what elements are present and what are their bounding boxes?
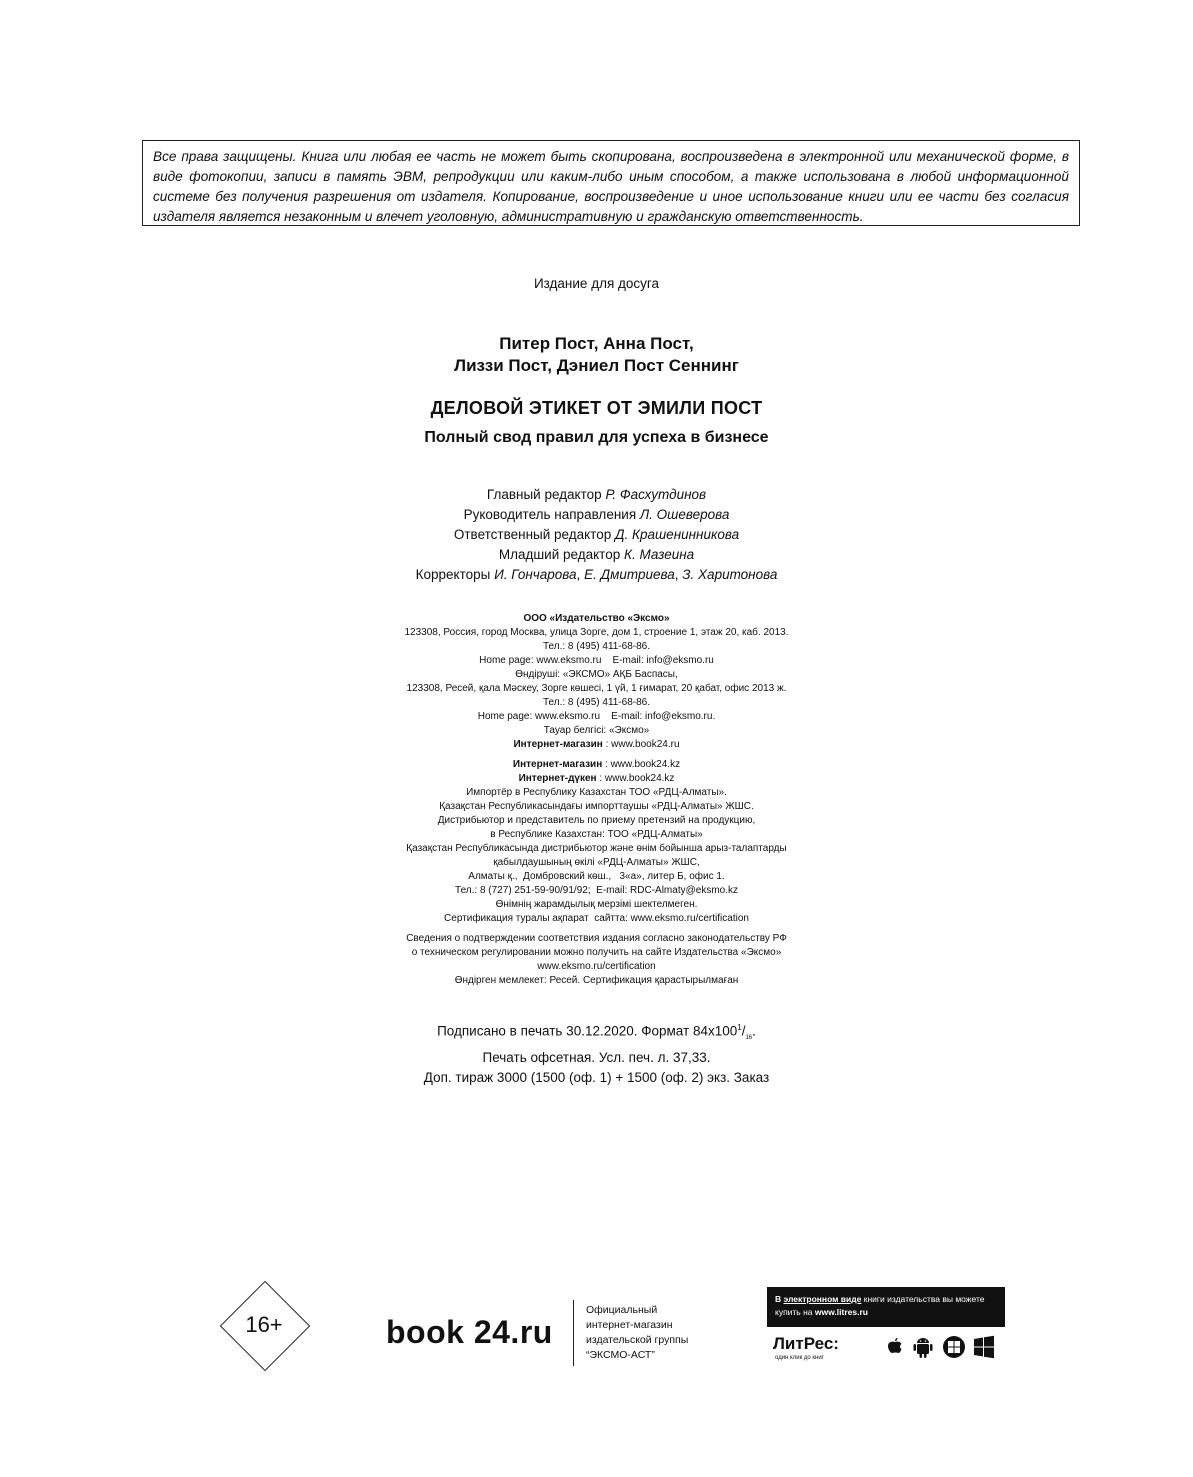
- publisher-name: ООО «Издательство «Эксмо»: [523, 613, 670, 624]
- litres-logo: ЛитРес:: [773, 1334, 839, 1353]
- authors-line-1: Питер Пост, Анна Пост,: [499, 334, 694, 353]
- address-almaty: Алматы қ., Домбровский көш., 3«а», литер Б, офис 1.: [468, 871, 725, 882]
- print-signed-text: Подписано в печать 30.12.2020. Формат 84x100: [437, 1023, 738, 1039]
- distributor-kz-1: Қазақстан Республикасында дистрибьютор және өнім бойынша арыз-талаптарды: [406, 843, 787, 854]
- conformity-4: Өндірген мемлекет: Ресей. Сертификация қарастырылмаған: [454, 975, 739, 986]
- credit-name: Д. Крашенинникова: [615, 527, 740, 542]
- credit-name: И. Гончарова: [494, 567, 577, 582]
- litres-text: В: [775, 1294, 784, 1304]
- publisher-producer-kz: Өндіруші: «ЭКСМО» АҚБ Баспасы,: [515, 669, 678, 680]
- book24-divider: [573, 1300, 574, 1366]
- book24-info-line: “ЭКСМО-АСТ”: [586, 1349, 655, 1361]
- litres-text: электронном виде: [783, 1294, 862, 1304]
- windows-phone-icon: [943, 1336, 965, 1358]
- format-slash: /: [741, 1023, 746, 1039]
- litres-tagline: один клик до книг: [775, 1355, 824, 1361]
- conformity-2: о техническом регулировании можно получить на сайте Издательства «Эксмо»: [411, 947, 782, 958]
- importer-kz: Қазақстан Республикасындағы импорттаушы «РДЦ-Алматы» ЖШС.: [439, 801, 754, 812]
- publisher-web-kz: Home page: www.eksmo.ru E-mail: info@eksmo.ru.: [477, 711, 716, 722]
- publisher-web-ru: Home page: www.eksmo.ru E-mail: info@eksmo.ru: [479, 655, 714, 666]
- shop-label: Интернет-магазин: [513, 739, 603, 750]
- android-icon: [914, 1338, 933, 1358]
- credit-name: Е. Дмитриева: [584, 567, 675, 582]
- shop-url: : www.book24.ru: [602, 739, 680, 750]
- book24-logo: book 24.ru: [386, 1314, 553, 1350]
- shop-url: : www.book24.kz: [602, 759, 681, 770]
- credit-director: [0, 505, 1193, 525]
- credit-name: К. Мазеина: [624, 547, 695, 562]
- publisher-address-ru: 123308, Россия, город Москва, улица Зорге, дом 1, строение 1, этаж 20, каб. 2013.: [404, 627, 789, 638]
- litres-bar-line-1: [775, 1293, 1005, 1306]
- book24-info: [586, 1303, 736, 1363]
- credit-responsible-editor: [0, 525, 1193, 545]
- shop-kz-2: [0, 772, 1193, 786]
- comma: ,: [674, 567, 679, 582]
- windows-icon: [974, 1336, 994, 1358]
- edition-type: Издание для досуга: [533, 276, 660, 291]
- credit-role: Корректоры: [415, 567, 491, 582]
- format-denominator: 16: [745, 1035, 753, 1042]
- credit-role: Главный редактор: [486, 487, 602, 502]
- book24-info-line: интернет-магазин: [586, 1319, 673, 1331]
- book24-info-line: Официальный: [586, 1304, 658, 1316]
- litres-text: книги издательства вы можете: [861, 1294, 985, 1304]
- credit-proofreaders: [0, 565, 1193, 585]
- format-numerator: 1: [737, 1023, 742, 1032]
- litres-bar-line-2: [775, 1306, 1005, 1319]
- age-rating-badge: [220, 1281, 308, 1369]
- credit-name: Л. Ошеверова: [639, 507, 730, 522]
- distributor-kz-2: қабылдаушының өкілі «РДЦ-Алматы» ЖШС,: [493, 857, 700, 868]
- credit-chief-editor: [0, 485, 1193, 505]
- format-suffix: .: [752, 1023, 756, 1039]
- litres-text: купить на: [775, 1307, 815, 1317]
- authors: [0, 333, 1193, 377]
- authors-line-2: Лиззи Пост, Дэниел Пост Сеннинг: [454, 356, 739, 375]
- credit-role: Ответственный редактор: [453, 527, 612, 542]
- publisher-info: [0, 612, 1193, 988]
- credit-junior-editor: [0, 545, 1193, 565]
- importer-ru: Импортёр в Республику Казахстан ТОО «РДЦ-Алматы».: [466, 787, 727, 798]
- shop-kz: [0, 758, 1193, 772]
- publisher-phone-ru: Тел.: 8 (495) 411-68-86.: [542, 641, 651, 652]
- credit-name: Р. Фасхутдинов: [605, 487, 707, 502]
- platform-icons: [882, 1335, 1002, 1359]
- book24-info-line: издательской группы: [586, 1334, 689, 1346]
- shop-url: : www.book24.kz: [596, 773, 675, 784]
- conformity-1: Сведения о подтверждении соответствия издания согласно законодательству РФ: [406, 933, 787, 944]
- phone-almaty: Тел.: 8 (727) 251-59-90/91/92; E-mail: RDC-Almaty@eksmo.kz: [455, 885, 738, 896]
- publisher-address-kz: 123308, Ресей, қала Мәскеу, Зорге көшесі, 1 үй, 1 ғимарат, 20 қабат, офис 2013 ж.: [406, 683, 787, 694]
- comma: ,: [576, 567, 581, 582]
- shelf-life-kz: Өнімнің жарамдылық мерзімі шектелмеген.: [495, 899, 698, 910]
- age-rating-text: 16+: [245, 1312, 283, 1337]
- publisher-phone-kz: Тел.: 8 (495) 411-68-86.: [542, 697, 651, 708]
- cert-kz: Сертификация туралы ақпарат сайтта: www.eksmo.ru/certification: [444, 913, 749, 924]
- print-line-3: Доп. тираж 3000 (1500 (оф. 1) + 1500 (оф. 2) экз. Заказ: [423, 1070, 770, 1086]
- litres-banner: [767, 1287, 1005, 1369]
- credit-role: Младший редактор: [498, 547, 621, 562]
- credit-role: Руководитель направления: [463, 507, 637, 522]
- distributor-ru-1: Дистрибьютор и представитель по приему претензий на продукцию,: [437, 815, 756, 826]
- rights-notice-box: [142, 140, 1080, 226]
- litres-url: www.litres.ru: [814, 1307, 868, 1317]
- shop-ru: [0, 738, 1193, 752]
- shop-label: Интернет-дүкен: [518, 773, 597, 784]
- litres-black-bar: [767, 1287, 1005, 1327]
- book-subtitle: Полный свод правил для успеха в бизнесе: [424, 429, 769, 446]
- editorial-credits: [0, 485, 1193, 585]
- print-info: [0, 1018, 1193, 1088]
- rights-notice-text: Все права защищены. Книга или любая ее часть не может быть скопирована, воспроизведена в электронной или механической форме, в виде фотокопии, записи в память ЭВМ, репродукции или каким-либо иным способом, а также использована в любой информационной системе без получения разрешения от издателя. Копирование, воспроизведение и иное использование книги или ее части без согласия издателя является незаконным и влечет уголовную, административную и гражданскую ответственность.: [153, 149, 1069, 224]
- print-line-2: Печать офсетная. Усл. печ. л. 37,33.: [482, 1050, 711, 1066]
- credit-name: З. Харитонова: [682, 567, 778, 582]
- publisher-trademark-kz: Тауар белгісі: «Эксмо»: [543, 725, 650, 736]
- book-title: ДЕЛОВОЙ ЭТИКЕТ ОТ ЭМИЛИ ПОСТ: [430, 398, 763, 418]
- print-signed: [0, 1018, 1193, 1048]
- distributor-ru-2: в Республике Казахстан: ТОО «РДЦ-Алматы»: [490, 829, 703, 840]
- apple-icon: [888, 1338, 902, 1353]
- shop-label: Интернет-магазин: [512, 759, 603, 770]
- conformity-3: www.eksmo.ru/certification: [537, 961, 656, 972]
